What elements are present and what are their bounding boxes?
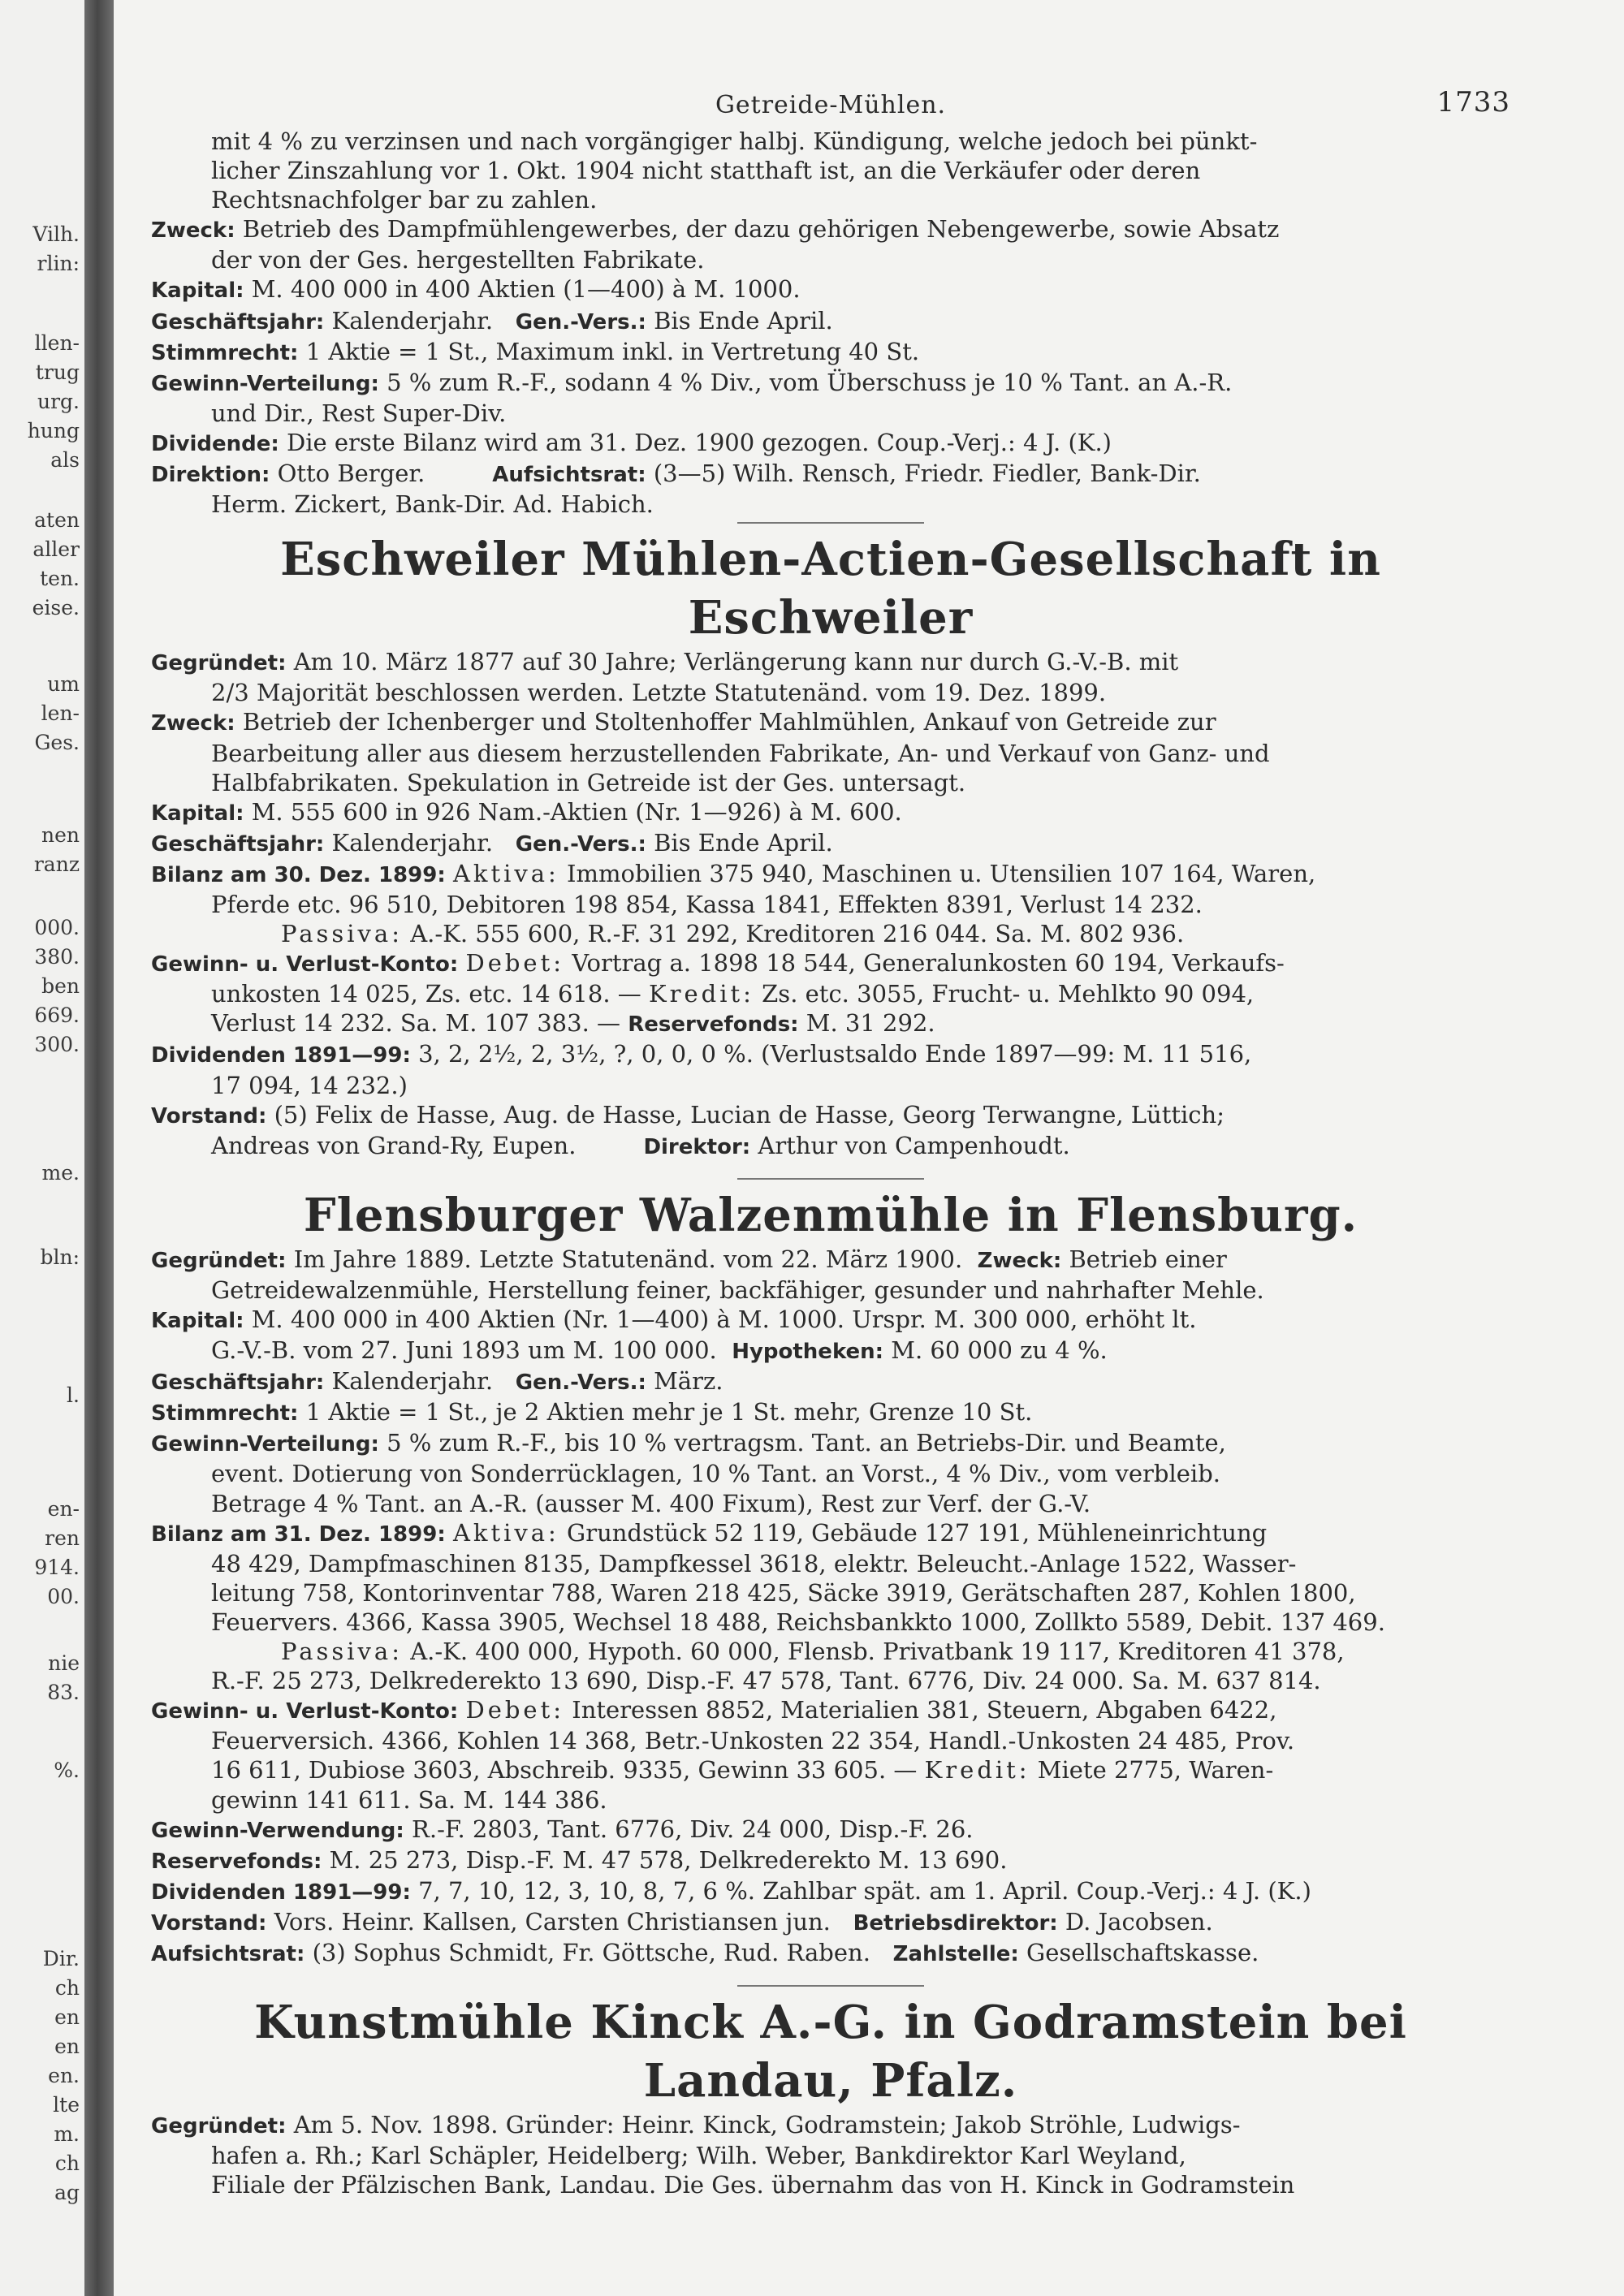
field-label: Gen.-Vers.: [515,309,646,334]
passiva-line [151,919,1510,948]
text-line: event. Dotierung von Sonderrücklagen, 10 % Tant. an Vorst., 4 % Div., vom verbleib. [211,1460,1220,1488]
adjacent-page-fragment: nie [48,1651,80,1675]
aktiva-word: Aktiva: [452,1518,559,1547]
field-value: Immobilien 375 940, Maschinen u. Utensilien 107 164, Waren, [567,859,1316,887]
entry-flensburger [151,1186,1510,1969]
field-value: Bis Ende April. [654,306,833,334]
field-label: Dividende: [151,431,279,456]
text-line: Bearbeitung aller aus diesem herzustellenden Fabrikate, An- und Verkauf von Ganz- und [211,739,1270,767]
field-value: Betrieb der Ichenberger und Stoltenhoffer Mahlmühlen, Ankauf von Getreide zur [242,708,1216,736]
field-value: Andreas von Grand-Ry, Eupen. [211,1131,577,1159]
text-line [151,979,1510,1008]
field-geschaeftsjahr [151,306,1510,337]
adjacent-page-fragment: aller [32,537,80,561]
field-value: Im Jahre 1889. Letzte Statutenänd. vom 22. März 1900. [293,1245,963,1273]
adjacent-page-fragment: en [54,2005,80,2029]
field-zweck [151,214,1510,245]
field-aufsichtsrat [151,1938,1510,1969]
field-label: Reservefonds: [151,1849,322,1874]
adjacent-page-fragment: en [54,2035,80,2058]
field-value: Die erste Bilanz wird am 31. Dez. 1900 gezogen. Coup.-Verj.: 4 J. (K.) [286,428,1112,456]
field-label: Gewinn- u. Verlust-Konto: [151,1699,459,1724]
field-vorstand [151,1100,1510,1131]
passiva-line [151,1637,1510,1666]
field-value: Vortrag a. 1898 18 544, Generalunkosten 60 194, Verkaufs- [572,949,1285,978]
field-bilanz [151,1518,1510,1549]
field-value: Gesellschaftskasse. [1026,1938,1259,1966]
field-label: Bilanz am 30. Dez. 1899: [151,862,446,887]
adjacent-page-fragment: ten. [40,567,80,590]
field-value: Zs. etc. 3055, Frucht- u. Mehlkto 90 094, [762,980,1255,1008]
field-value: 1 Aktie = 1 St., je 2 Aktien mehr je 1 St. mehr, Grenze 10 St. [305,1398,1033,1426]
adjacent-page-fragment: 380. [34,945,80,969]
field-gewinn-verteilung [151,1428,1510,1459]
field-label: Kapital: [151,801,244,826]
field-label: Hypotheken: [732,1340,884,1365]
adjacent-page-fragment: 669. [34,1003,80,1027]
adjacent-page-fragment: eise. [32,596,80,619]
book-gutter [84,0,114,2296]
text-line [151,1336,1510,1366]
adjacent-page-fragment: Ges. [34,731,80,754]
adjacent-page-fragment: en- [47,1497,80,1521]
text-line: mit 4 % zu verzinsen und nach vorgängiger halbj. Kündigung, welche jedoch bei pünkt- [211,127,1258,155]
field-gewinn-verteilung [151,368,1510,399]
adjacent-page-fragment: 300. [34,1033,80,1056]
field-stimmrecht [151,1397,1510,1428]
field-reservefonds [151,1845,1510,1876]
running-title: Getreide-Mühlen. [715,91,947,119]
field-value: Betrieb des Dampfmühlengewerbes, der dazu gehörigen Nebengewerbe, sowie Absatz [242,215,1280,244]
field-value: D. Jacobsen. [1065,1907,1213,1936]
text-line: Herm. Zickert, Bank-Dir. Ad. Habich. [211,490,654,519]
field-value: 7, 7, 10, 12, 3, 10, 8, 7, 6 %. Zahlbar spät. am 1. April. Coup.-Verj.: 4 J. (K.) [418,1876,1311,1905]
field-value: (3) Sophus Schmidt, Fr. Göttsche, Rud. Raben. [312,1938,870,1966]
text-line: 48 429, Dampfmaschinen 8135, Dampfkessel 3618, elektr. Beleucht.-Anlage 1522, Wasser- [211,1549,1297,1577]
field-value: Kalenderjahr. [331,306,494,334]
field-gegruendet [151,1245,1510,1275]
text-line: Pferde etc. 96 510, Debitoren 198 854, Kassa 1841, Effekten 8391, Verlust 14 232. [211,890,1203,918]
field-value: G.-V.-B. vom 27. Juni 1893 um M. 100 000. [211,1336,717,1365]
adjacent-page-fragment: 914. [34,1556,80,1579]
field-value: M. 31 292. [806,1009,935,1038]
text-line: 17 094, 14 232.) [211,1071,408,1099]
field-value: R.-F. 2803, Tant. 6776, Div. 24 000, Disp.-F. 26. [412,1815,974,1843]
text-line: licher Zinszahlung vor 1. Okt. 1904 nicht statthaft ist, an die Verkäufer oder deren [211,157,1201,185]
field-label: Geschäftsjahr: [151,1370,325,1396]
field-vorstand [151,1907,1510,1938]
field-value: Kalenderjahr. [331,828,494,857]
field-label: Direktion: [151,463,270,488]
field-value: M. 60 000 zu 4 %. [891,1336,1108,1365]
adjacent-page-fragment: ben [41,974,80,998]
field-value: Verlust 14 232. Sa. M. 107 383. — [211,1009,621,1038]
field-value: Am 5. Nov. 1898. Gründer: Heinr. Kinck, Godramstein; Jakob Ströhle, Ludwigs- [293,2111,1241,2139]
section-divider [737,1178,924,1180]
field-label: Vorstand: [151,1103,267,1129]
text-line [151,1008,1510,1039]
text-line: Feuervers. 4366, Kassa 3905, Wechsel 18 488, Reichsbankkto 1000, Zollkto 5589, Debit. 137 469. [211,1608,1385,1636]
field-gegruendet [151,647,1510,678]
adjacent-page-fragment: l. [67,1383,80,1407]
field-value: M. 400 000 in 400 Aktien (Nr. 1—400) à M. 1000. Urspr. M. 300 000, erhöht lt. [251,1306,1197,1333]
adjacent-page-fragment: nen [41,823,80,847]
field-value: 16 611, Dubiose 3603, Abschreib. 9335, Gewinn 33 605. — [211,1756,918,1785]
field-label: Reservefonds: [628,1012,799,1038]
page-number: 1733 [1436,86,1510,119]
field-value: Vors. Heinr. Kallsen, Carsten Christiansen jun. [274,1907,831,1936]
field-value: M. 555 600 in 926 Nam.-Aktien (Nr. 1—926) à M. 600. [251,797,902,826]
field-kapital [151,797,1510,828]
field-label: Zweck: [151,218,235,244]
field-guv [151,1695,1510,1726]
field-label: Zweck: [977,1248,1062,1273]
field-label: Zahlstelle: [892,1941,1019,1966]
field-label: Gewinn- u. Verlust-Konto: [151,952,459,978]
adjacent-page-fragment: me. [41,1161,80,1185]
field-value: Kalenderjahr. [331,1367,494,1396]
field-label: Kapital: [151,278,244,304]
field-value: Miete 2775, Waren- [1037,1756,1274,1785]
adjacent-page-fragment: aten [34,508,80,532]
field-value: M. 25 273, Disp.-F. M. 47 578, Delkrederekto M. 13 690. [329,1845,1008,1874]
adjacent-page-fragment: ch [54,2151,80,2175]
field-value: (5) Felix de Hasse, Aug. de Hasse, Lucian de Hasse, Georg Terwangne, Lüttich; [274,1100,1224,1129]
field-label: Aufsichtsrat: [492,463,646,488]
text-line: Betrage 4 % Tant. an A.-R. (ausser M. 400 Fixum), Rest zur Verf. der G.-V. [211,1489,1091,1517]
kredit-word: Kredit: [924,1756,1030,1785]
field-label: Gewinn-Verteilung: [151,371,379,396]
company-heading: Kunstmühle Kinck A.-G. in Godramstein bei Landau, Pfalz. [254,1996,1407,2108]
field-label: Stimmrecht: [151,340,299,365]
text-line: Rechtsnachfolger bar zu zahlen. [211,186,598,214]
field-gegruendet [151,2110,1510,2141]
section-divider [737,522,924,524]
field-label: Gewinn-Verwendung: [151,1818,404,1843]
field-value: unkosten 14 025, Zs. etc. 14 618. — [211,980,641,1008]
company-heading: Flensburger Walzenmühle in Flensburg. [303,1188,1358,1242]
field-label: Aufsichtsrat: [151,1941,305,1966]
adjacent-page-fragment: llen- [34,331,80,355]
field-label: Gegründet: [151,1248,287,1273]
field-geschaeftsjahr [151,1366,1510,1397]
text-line [151,1755,1510,1785]
field-bilanz [151,859,1510,890]
field-value: Am 10. März 1877 auf 30 Jahre; Verlängerung kann nur durch G.-V.-B. mit [293,648,1179,676]
field-dividende [151,428,1510,459]
adjacent-page-strip [0,0,84,2296]
adjacent-page-fragment: ch [54,1976,80,2000]
field-label: Geschäftsjahr: [151,831,325,857]
adjacent-page-fragment: en. [48,2064,80,2087]
field-value: A.-K. 400 000, Hypoth. 60 000, Flensb. Privatbank 19 117, Kreditoren 41 378, [410,1638,1345,1666]
adjacent-page-fragment: m. [54,2122,80,2146]
field-kapital [151,274,1510,305]
field-label: Zweck: [151,711,235,736]
adjacent-page-fragment: bln: [40,1245,80,1269]
field-label: Betriebsdirektor: [853,1910,1058,1936]
entry-eschweiler [151,530,1510,1162]
field-value: M. 400 000 in 400 Aktien (1—400) à M. 1000. [251,275,801,304]
field-dividenden [151,1039,1510,1070]
text-line [151,1131,1510,1162]
debet-word: Debet: [465,1696,565,1724]
page-header [151,86,1510,127]
text-line: 2/3 Majorität beschlossen werden. Letzte Statutenänd. vom 19. Dez. 1899. [211,679,1107,707]
field-value: Bis Ende April. [654,828,833,857]
field-label: Dividenden 1891—99: [151,1043,411,1068]
adjacent-page-fragment: rlin: [37,252,80,275]
field-value: Grundstück 52 119, Gebäude 127 191, Mühleneinrichtung [567,1518,1268,1547]
field-label: Kapital: [151,1309,244,1333]
field-label: Dividenden 1891—99: [151,1880,411,1905]
section-divider [737,1985,924,1987]
field-label: Gegründet: [151,2114,287,2139]
page-content [151,86,1510,2199]
field-gewinn-verwendung [151,1815,1510,1845]
text-line: leitung 758, Kontorinventar 788, Waren 218 425, Säcke 3919, Gerätschaften 287, Kohlen 1800, [211,1578,1356,1607]
field-label: Vorstand: [151,1910,267,1936]
adjacent-page-fragment: hung [27,419,80,442]
field-label: Geschäftsjahr: [151,309,325,334]
kredit-word: Kredit: [648,980,754,1008]
field-direktion [151,459,1510,490]
passiva-word: Passiva: [281,1638,403,1666]
text-line: Getreidewalzenmühle, Herstellung feiner, backfähiger, gesunder und nahrhafter Mehle. [211,1275,1264,1304]
adjacent-page-fragment: 00. [47,1585,80,1608]
adjacent-page-fragment: trug [35,360,80,384]
field-value: Betrieb einer [1069,1245,1227,1273]
field-value: A.-K. 555 600, R.-F. 31 292, Kreditoren 216 044. Sa. M. 802 936. [410,920,1185,948]
field-label: Gewinn-Verteilung: [151,1432,379,1457]
field-value: 5 % zum R.-F., bis 10 % vertragsm. Tant. an Betriebs-Dir. und Beamte, [387,1429,1226,1457]
field-value: (3—5) Wilh. Rensch, Friedr. Fiedler, Bank-Dir. [653,460,1201,488]
field-geschaeftsjahr [151,828,1510,859]
field-label: Gen.-Vers.: [515,831,646,857]
field-guv [151,948,1510,979]
text-line: und Dir., Rest Super-Div. [211,399,507,427]
adjacent-page-fragment: 83. [47,1681,80,1704]
field-value: Otto Berger. [277,460,425,488]
text-line: Feuerversich. 4366, Kohlen 14 368, Betr.-Unkosten 22 354, Handl.-Unkosten 24 485, Prov. [211,1727,1295,1755]
adjacent-page-fragment: ranz [33,852,80,876]
entry-continued [151,127,1510,519]
adjacent-page-fragment: ren [45,1526,80,1550]
adjacent-page-fragment: %. [54,1759,80,1782]
adjacent-page-fragment: len- [41,701,80,725]
adjacent-page-fragment: ag [54,2181,80,2204]
field-value: März. [654,1367,723,1396]
field-value: Interessen 8852, Materialien 381, Steuern, Abgaben 6422, [572,1696,1277,1724]
text-line: Halbfabrikaten. Spekulation in Getreide ist der Ges. untersagt. [211,768,966,796]
adjacent-page-fragment: Dir. [42,1947,80,1970]
adjacent-page-fragment: als [50,448,80,472]
text-line: gewinn 141 611. Sa. M. 144 386. [211,1785,607,1814]
debet-word: Debet: [465,949,565,978]
field-label: Gen.-Vers.: [515,1370,646,1396]
adjacent-page-fragment: Vilh. [32,222,80,246]
field-label: Gegründet: [151,651,287,676]
passiva-word: Passiva: [281,920,403,948]
field-value: Arthur von Campenhoudt. [758,1131,1070,1159]
company-heading: Eschweiler Mühlen-Actien-Gesellschaft in Eschweiler [280,533,1381,645]
adjacent-page-fragment: 000. [34,916,80,939]
field-value: 3, 2, 2½, 2, 3½, ?, 0, 0, 0 %. (Verlustsaldo Ende 1897—99: M. 11 516, [418,1040,1252,1068]
aktiva-word: Aktiva: [452,859,559,887]
field-zweck [151,707,1510,738]
adjacent-page-fragment: um [47,672,80,696]
field-dividenden [151,1876,1510,1907]
field-label: Direktor: [643,1134,751,1159]
text-line: R.-F. 25 273, Delkrederekto 13 690, Disp.-F. 47 578, Tant. 6776, Div. 24 000. Sa. M. 637 814. [211,1667,1321,1695]
field-value: 5 % zum R.-F., sodann 4 % Div., vom Überschuss je 10 % Tant. an A.-R. [387,368,1233,396]
text-line: Filiale der Pfälzischen Bank, Landau. Die Ges. übernahm das von H. Kinck in Godramstein [211,2171,1295,2199]
adjacent-page-fragment: urg. [37,390,80,413]
text-line: hafen a. Rh.; Karl Schäpler, Heidelberg; Wilh. Weber, Bankdirektor Karl Weyland, [211,2142,1186,2170]
field-value: 1 Aktie = 1 St., Maximum inkl. in Vertretung 40 St. [305,337,920,365]
field-kapital [151,1305,1510,1336]
field-stimmrecht [151,337,1510,368]
field-label: Stimmrecht: [151,1401,299,1426]
entry-kinck [151,1993,1510,2199]
text-line: der von der Ges. hergestellten Fabrikate. [211,246,705,274]
adjacent-page-fragment: lte [53,2093,80,2117]
field-label: Bilanz am 31. Dez. 1899: [151,1521,446,1547]
